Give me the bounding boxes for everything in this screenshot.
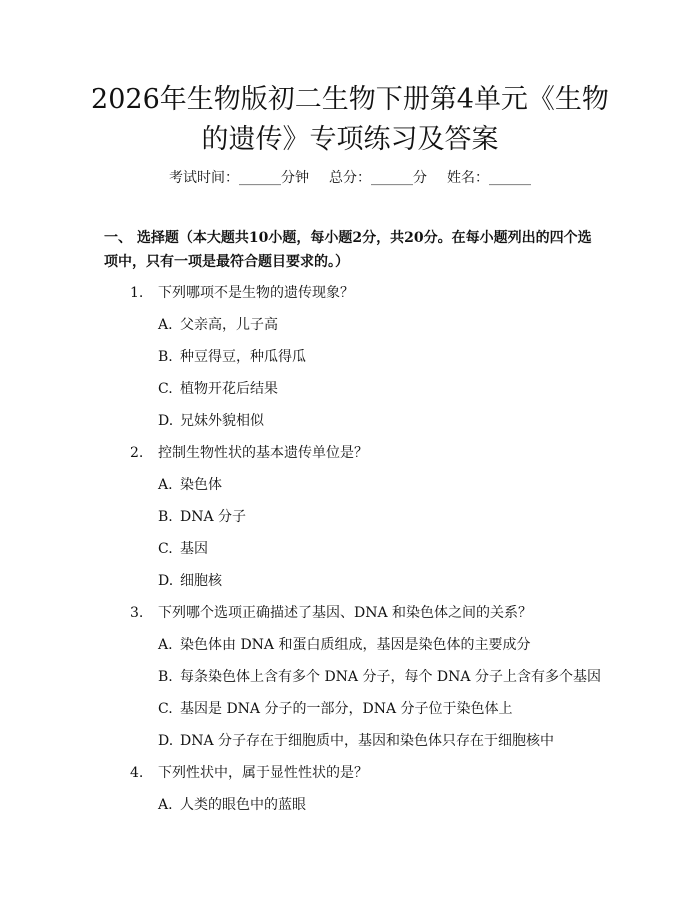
question-number: 3. <box>130 605 144 621</box>
option-text: 基因 <box>180 541 208 557</box>
document-title-line-2: 的遗传》专项练习及答案 <box>201 124 499 155</box>
option-text: 兄妹外貌相似 <box>180 413 264 429</box>
option-text: 父亲高，儿子高 <box>180 317 278 333</box>
question-1-option-b <box>158 347 306 367</box>
option-letter: C. <box>158 701 173 717</box>
document-title-line-1: 2026年生物版初二生物下册第4单元《生物 <box>91 84 609 115</box>
option-letter: D. <box>158 413 174 429</box>
question-2-option-a <box>158 475 222 495</box>
option-text: 染色体 <box>180 477 222 493</box>
question-2-option-d <box>158 571 222 591</box>
option-letter: C. <box>158 541 173 557</box>
question-1 <box>130 283 354 303</box>
exam-time-field: 考试时间：______分钟 <box>169 170 309 186</box>
option-text: 基因是 DNA 分子的一部分，DNA 分子位于染色体上 <box>180 701 513 717</box>
option-letter: A. <box>158 797 173 813</box>
option-text: 人类的眼色中的蓝眼 <box>180 797 306 813</box>
question-text: 下列性状中，属于显性性状的是？ <box>158 765 368 781</box>
question-text: 控制生物性状的基本遗传单位是？ <box>158 445 368 461</box>
question-text: 下列哪项不是生物的遗传现象？ <box>158 285 354 301</box>
section-heading-line-1: 一、 选择题（本大题共10小题，每小题2分，共20分。在每小题列出的四个选 <box>104 230 592 246</box>
exam-info-row <box>0 168 700 188</box>
option-letter: A. <box>158 477 173 493</box>
option-text: 细胞核 <box>180 573 222 589</box>
question-3-option-a <box>158 635 530 655</box>
question-number: 2. <box>130 445 144 461</box>
option-text: 染色体由 DNA 和蛋白质组成，基因是染色体的主要成分 <box>180 637 531 653</box>
option-letter: D. <box>158 573 174 589</box>
question-2-option-b <box>158 507 246 527</box>
question-3-option-c <box>158 699 513 719</box>
question-3 <box>130 603 532 623</box>
option-letter: B. <box>158 669 173 685</box>
option-letter: D. <box>158 733 174 749</box>
option-text: 每条染色体上含有多个 DNA 分子，每个 DNA 分子上含有多个基因 <box>180 669 601 685</box>
question-1-option-c <box>158 379 278 399</box>
option-letter: A. <box>158 317 173 333</box>
student-name-field: 姓名：______ <box>447 170 531 186</box>
option-letter: B. <box>158 349 173 365</box>
option-letter: A. <box>158 637 173 653</box>
question-2-option-c <box>158 539 208 559</box>
question-4-option-a <box>158 795 306 815</box>
question-number: 1. <box>130 285 144 301</box>
question-text: 下列哪个选项正确描述了基因、DNA 和染色体之间的关系？ <box>158 605 533 621</box>
question-3-option-b <box>158 667 601 687</box>
question-number: 4. <box>130 765 144 781</box>
question-1-option-d <box>158 411 264 431</box>
option-letter: C. <box>158 381 173 397</box>
question-1-option-a <box>158 315 278 335</box>
option-text: 植物开花后结果 <box>180 381 278 397</box>
option-text: DNA 分子 <box>180 509 247 525</box>
total-score-field: 总分：______分 <box>329 170 427 186</box>
option-text: 种豆得豆，种瓜得瓜 <box>180 349 306 365</box>
option-text: DNA 分子存在于细胞质中，基因和染色体只存在于细胞核中 <box>180 733 555 749</box>
question-3-option-d <box>158 731 554 751</box>
option-letter: B. <box>158 509 173 525</box>
question-2 <box>130 443 368 463</box>
question-4 <box>130 763 368 783</box>
section-heading-line-2: 项中，只有一项是最符合题目要求的。） <box>104 254 349 270</box>
